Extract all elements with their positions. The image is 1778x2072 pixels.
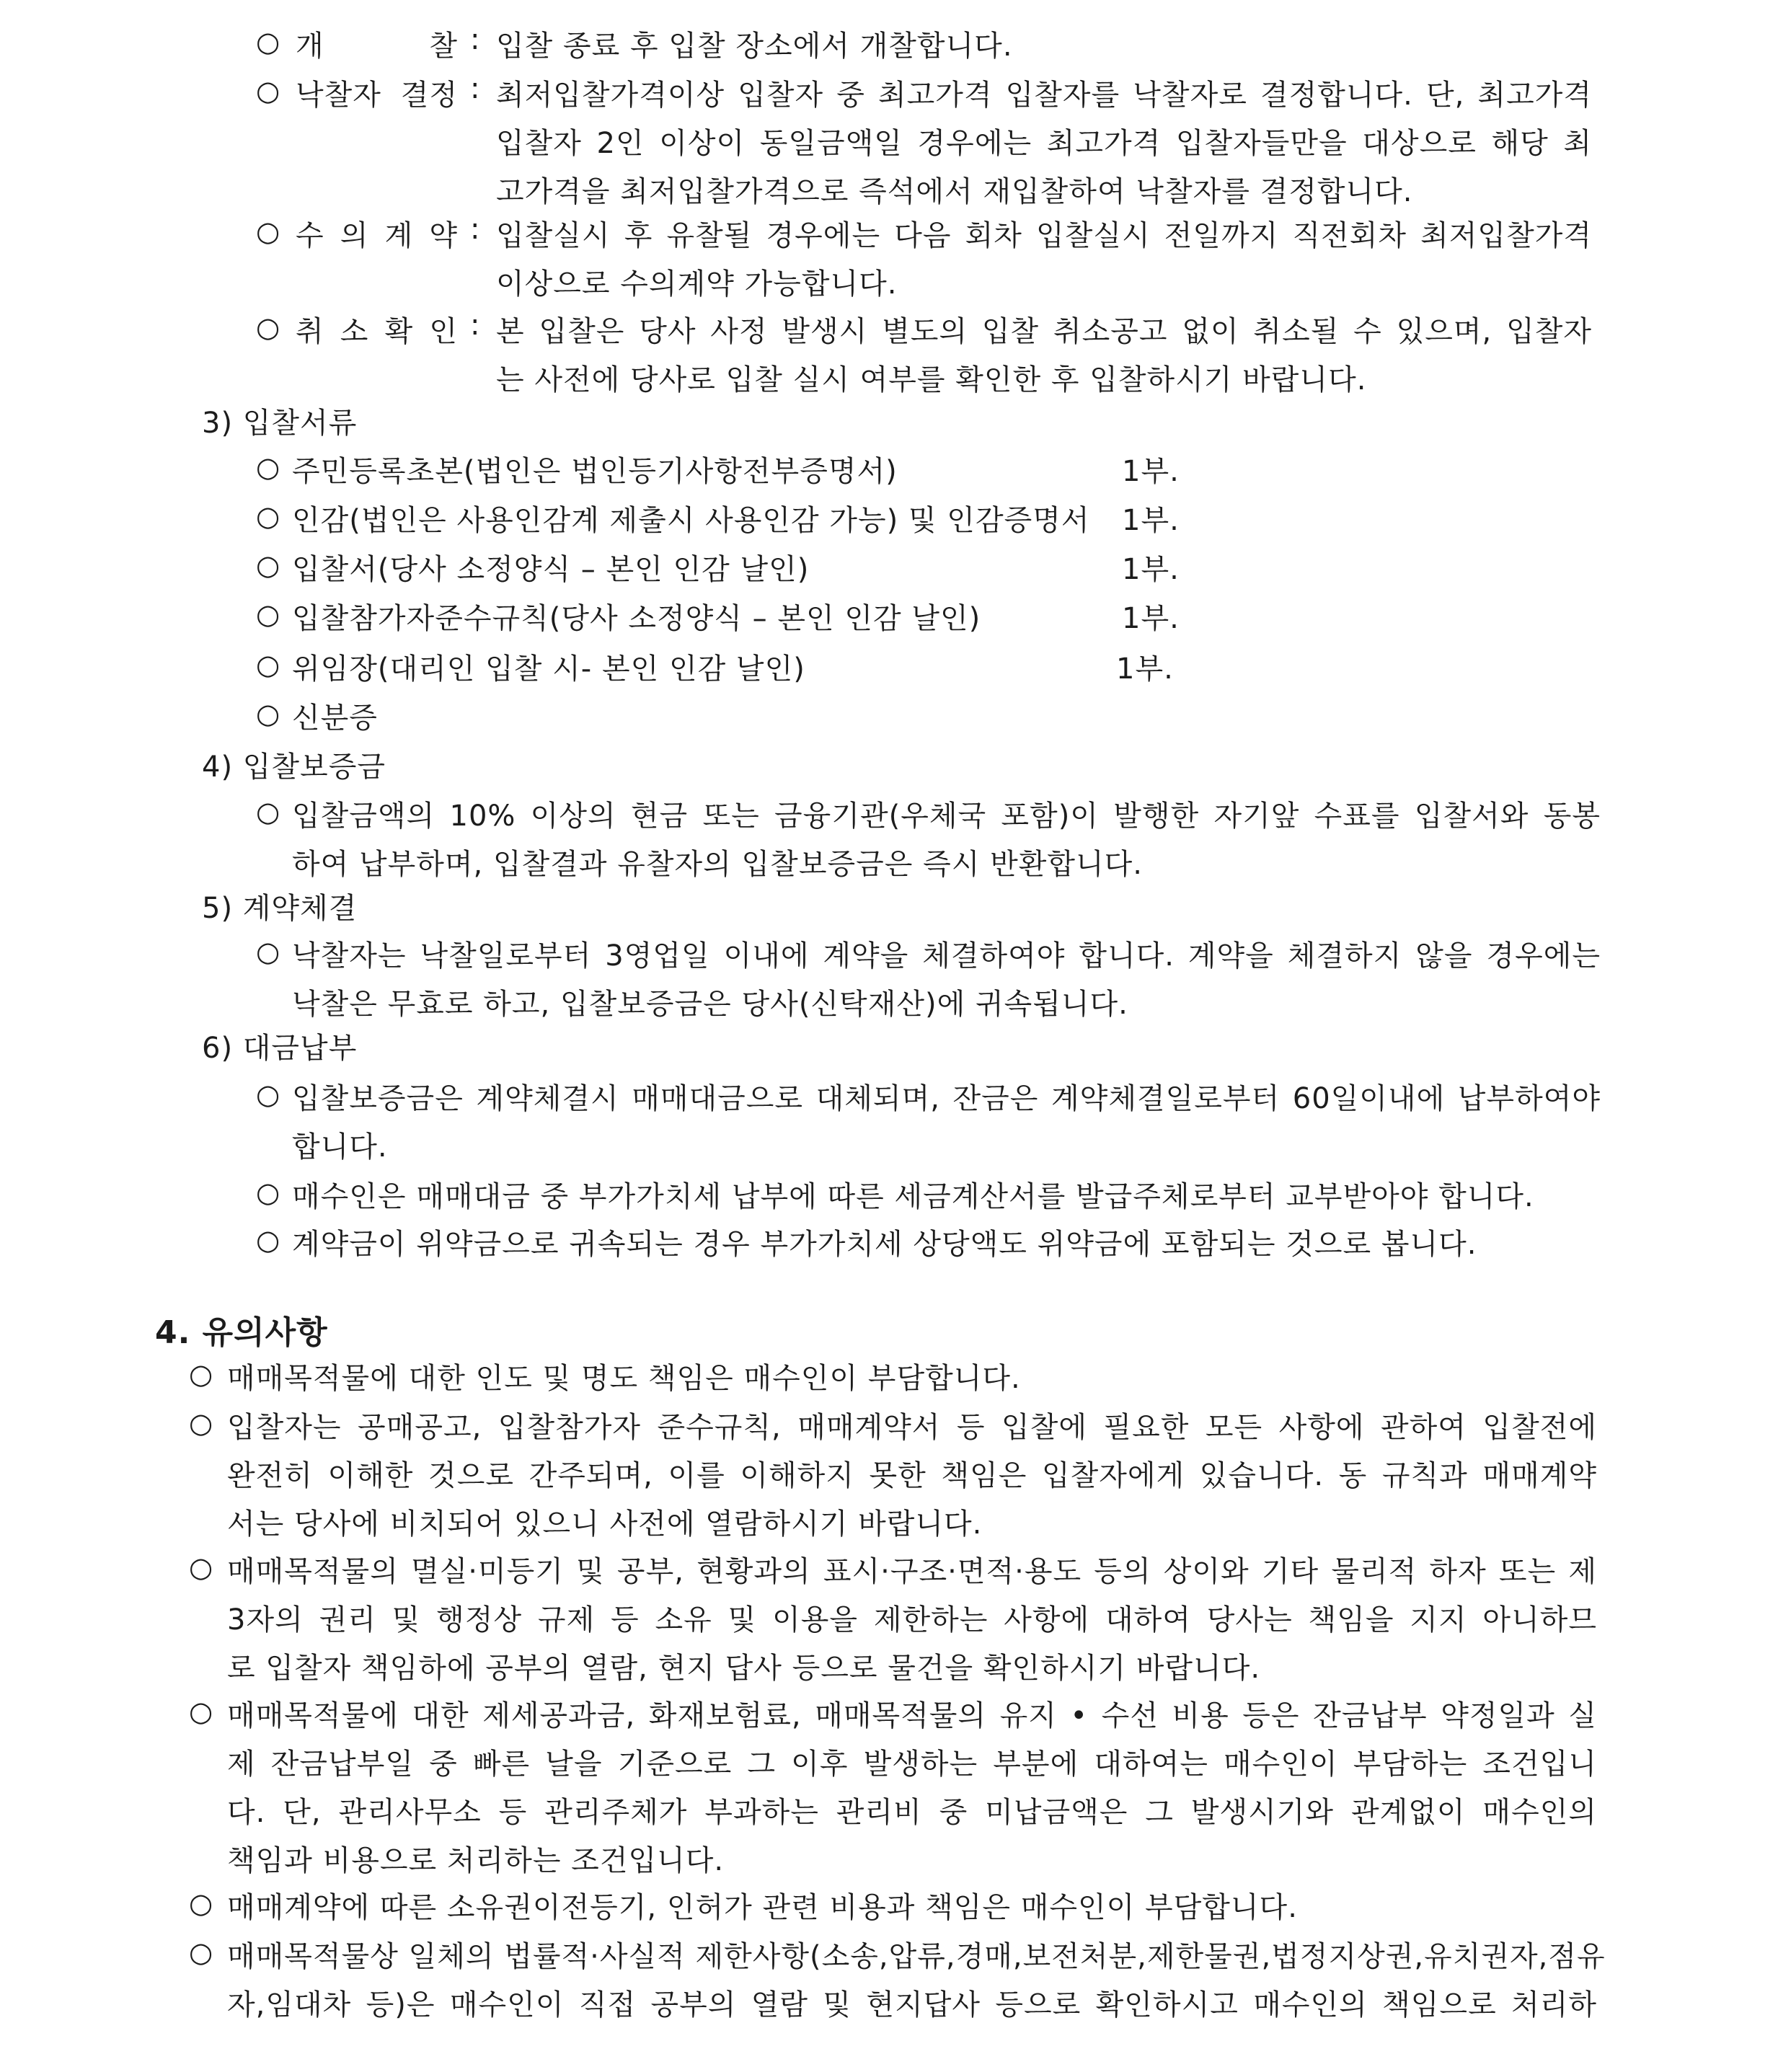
bullet-icon: ○ xyxy=(256,75,281,107)
term-text-line: 고가격을 최저입찰가격으로 즉석에서 재입찰하여 낙찰자를 결정합니다. xyxy=(496,175,1413,208)
bullet-icon: ○ xyxy=(256,311,281,343)
term-colon: : xyxy=(470,309,481,342)
term-text-line: 입찰 종료 후 입찰 장소에서 개찰합니다. xyxy=(496,30,1013,63)
paragraph-line: 합니다. xyxy=(292,1130,388,1164)
paragraph-line: 자,임대차 등)은 매수인이 직접 공부의 열람 및 현지답사 등으로 확인하시고 매수인의 책임으로 처리하 xyxy=(227,1988,1597,2022)
paragraph-line: 매매목적물에 대한 제세공과금, 화재보험료, 매매목적물의 유지 • 수선 비용 등은 잔금납부 약정일과 실 xyxy=(227,1699,1597,1732)
bullet-icon: ○ xyxy=(189,1936,214,1968)
term-label: 취 소 확 인 xyxy=(296,315,458,348)
bullet-icon: ○ xyxy=(256,216,281,247)
document-item: 입찰서(당사 소정양식 – 본인 인감 날인) xyxy=(292,553,810,586)
copies-count: 1부. xyxy=(1116,652,1174,686)
paragraph-line: 매매목적물에 대한 인도 및 명도 책임은 매수인이 부담합니다. xyxy=(227,1362,1021,1395)
copies-count: 1부. xyxy=(1122,455,1180,488)
section-title: 6) 대금납부 xyxy=(202,1032,358,1065)
paragraph-line: 입찰금액의 10% 이상의 현금 또는 금융기관(우체국 포함)이 발행한 자기앞 수표를 입찰서와 동봉 xyxy=(292,800,1601,833)
term-label: 개 찰 xyxy=(296,30,458,63)
bullet-icon: ○ xyxy=(256,549,281,581)
term-text-line: 이상으로 수의계약 가능합니다. xyxy=(496,267,898,301)
bullet-icon: ○ xyxy=(256,500,281,532)
term-colon: : xyxy=(470,213,481,246)
bullet-icon: ○ xyxy=(189,1887,214,1919)
paragraph-line: 매매계약에 따른 소유권이전등기, 인허가 관련 비용과 책임은 매수인이 부담합니다. xyxy=(227,1891,1298,1924)
document-item: 인감(법인은 사용인감계 제출시 사용인감 가능) 및 인감증명서 xyxy=(292,504,1090,537)
copies-count: 1부. xyxy=(1122,504,1180,537)
bullet-icon: ○ xyxy=(256,1079,281,1110)
term-text-line: 입찰자 2인 이상이 동일금액일 경우에는 최고가격 입찰자들만을 대상으로 해당 최 xyxy=(496,127,1592,160)
section-title: 4) 입찰보증금 xyxy=(202,751,386,784)
bullet-icon: ○ xyxy=(189,1358,214,1390)
term-label: 낙찰자 결정 xyxy=(296,79,458,112)
paragraph-line: 제 잔금납부일 중 빠른 날을 기준으로 그 이후 발생하는 부분에 대하여는 매수인이 부담하는 조건입니 xyxy=(227,1748,1597,1781)
bullet-icon: ○ xyxy=(189,1407,214,1439)
bullet-icon: ○ xyxy=(256,598,281,630)
copies-count: 1부. xyxy=(1122,553,1180,586)
paragraph-line: 하여 납부하며, 입찰결과 유찰자의 입찰보증금은 즉시 반환합니다. xyxy=(292,848,1143,881)
paragraph-line: 로 입찰자 책임하에 공부의 열람, 현지 답사 등으로 물건을 확인하시기 바랍니다. xyxy=(227,1652,1261,1685)
section-title: 3) 입찰서류 xyxy=(202,407,358,440)
term-text-line: 입찰실시 후 유찰될 경우에는 다음 회차 입찰실시 전일까지 직전회차 최저입찰가격 xyxy=(496,219,1592,252)
bullet-icon: ○ xyxy=(256,26,281,58)
term-colon: : xyxy=(470,72,481,105)
bullet-icon: ○ xyxy=(256,649,281,681)
paragraph-line: 매매목적물상 일체의 법률적·사실적 제한사항(소송,압류,경매,보전처분,제한물권,법정지상권,유치권자,점유 xyxy=(227,1940,1606,1973)
term-text-line: 최저입찰가격이상 입찰자 중 최고가격 입찰자를 낙찰자로 결정합니다. 단, 최고가격 xyxy=(496,79,1592,112)
section-title: 5) 계약체결 xyxy=(202,892,358,925)
paragraph-line: 책임과 비용으로 처리하는 조건입니다. xyxy=(227,1844,725,1877)
paragraph-line: 완전히 이해한 것으로 간주되며, 이를 이해하지 못한 책임은 입찰자에게 있습니다. 동 규칙과 매매계약 xyxy=(227,1459,1597,1492)
paragraph-line: 매매목적물의 멸실·미등기 및 공부, 현황과의 표시·구조·면적·용도 등의 상이와 기타 물리적 하자 또는 제 xyxy=(227,1555,1597,1588)
bullet-icon: ○ xyxy=(256,451,281,483)
bullet-icon: ○ xyxy=(256,1177,281,1208)
bullet-icon: ○ xyxy=(189,1551,214,1583)
paragraph-line: 매수인은 매매대금 중 부가가치세 납부에 따른 세금계산서를 발급주체로부터 교부받아야 합니다. xyxy=(292,1180,1534,1213)
bullet-icon: ○ xyxy=(189,1696,214,1727)
document-item: 주민등록초본(법인은 법인등기사항전부증명서) xyxy=(292,455,898,488)
paragraph-line: 계약금이 위약금으로 귀속되는 경우 부가가치세 상당액도 위약금에 포함되는 것으로 봅니다. xyxy=(292,1228,1477,1261)
paragraph-line: 입찰보증금은 계약체결시 매매대금으로 대체되며, 잔금은 계약체결일로부터 60일이내에 납부하여야 xyxy=(292,1082,1601,1115)
term-colon: : xyxy=(470,23,481,56)
paragraph-line: 입찰자는 공매공고, 입찰참가자 준수규칙, 매매계약서 등 입찰에 필요한 모든 사항에 관하여 입찰전에 xyxy=(227,1411,1597,1444)
bullet-icon: ○ xyxy=(256,796,281,828)
copies-count: 1부. xyxy=(1122,602,1180,635)
bullet-icon: ○ xyxy=(256,1224,281,1256)
document-item: 위임장(대리인 입찰 시- 본인 인감 날인) xyxy=(292,652,805,686)
paragraph-line: 다. 단, 관리사무소 등 관리주체가 부과하는 관리비 중 미납금액은 그 발생시기와 관계없이 매수인의 xyxy=(227,1796,1597,1829)
document-item: 신분증 xyxy=(292,701,378,735)
notes-heading: 4. 유의사항 xyxy=(155,1314,328,1351)
bullet-icon: ○ xyxy=(256,698,281,730)
bullet-icon: ○ xyxy=(256,936,281,968)
document-item: 입찰참가자준수규칙(당사 소정양식 – 본인 인감 날인) xyxy=(292,602,981,635)
paragraph-line: 3자의 권리 및 행정상 규제 등 소유 및 이용을 제한하는 사항에 대하여 당사는 책임을 지지 아니하므 xyxy=(227,1603,1597,1637)
term-text-line: 는 사전에 당사로 입찰 실시 여부를 확인한 후 입찰하시기 바랍니다. xyxy=(496,363,1367,397)
paragraph-line: 낙찰은 무효로 하고, 입찰보증금은 당사(신탁재산)에 귀속됩니다. xyxy=(292,988,1128,1021)
term-text-line: 본 입찰은 당사 사정 발생시 별도의 입찰 취소공고 없이 취소될 수 있으며, 입찰자 xyxy=(496,315,1592,348)
term-label: 수 의 계 약 xyxy=(296,219,458,252)
paragraph-line: 낙찰자는 낙찰일로부터 3영업일 이내에 계약을 체결하여야 합니다. 계약을 체결하지 않을 경우에는 xyxy=(292,939,1601,973)
paragraph-line: 서는 당사에 비치되어 있으니 사전에 열람하시기 바랍니다. xyxy=(227,1507,983,1541)
